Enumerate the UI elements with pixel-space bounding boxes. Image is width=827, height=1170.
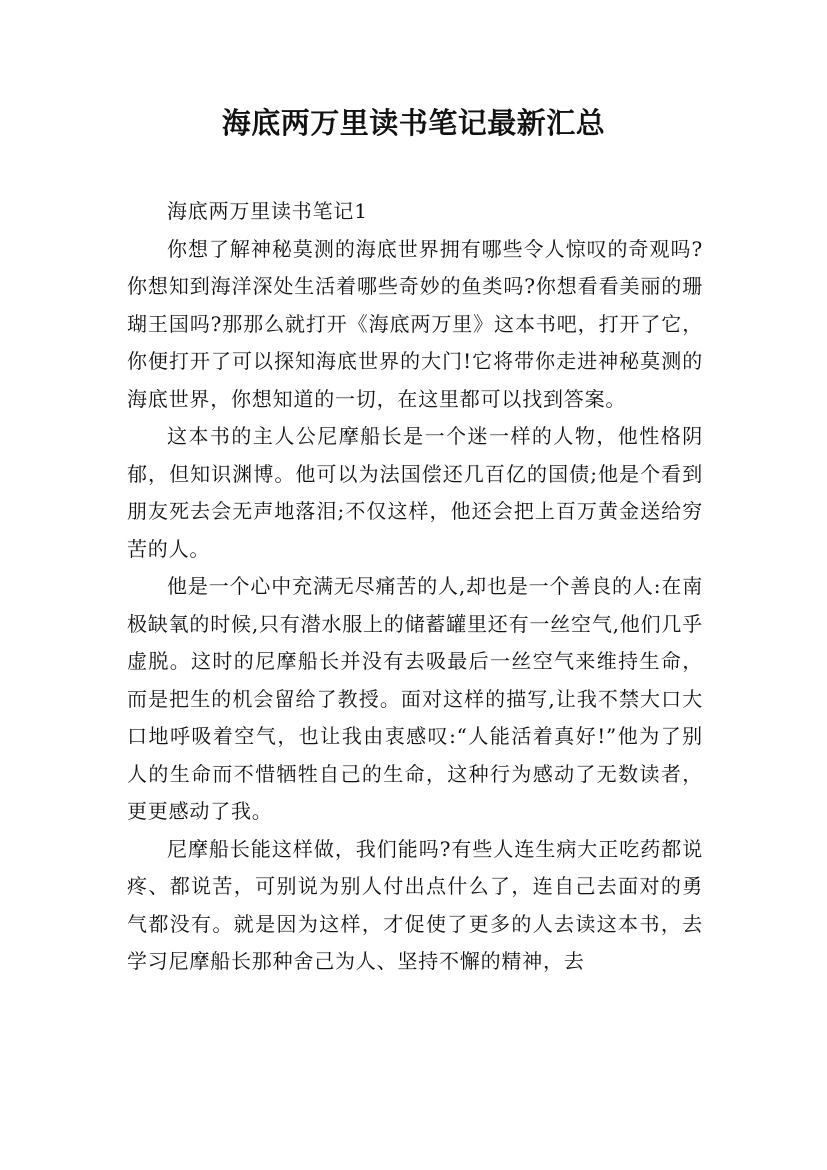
paragraph-4: 尼摩船长能这样做，我们能吗?有些人连生病大正吃药都说疼、都说苦，可别说为别人付出点什么了，连自己去面对的勇气都没有。就是因为这样，才促使了更多的人去读这本书，去学习尼摩船长那种舍己为人、坚持不懈的精神，去 xyxy=(127,836,703,973)
paragraph-3: 他是一个心中充满无尽痛苦的人,却也是一个善良的人:在南极缺氧的时候,只有潜水服上的储蓄罐里还有一丝空气,他们几乎虚脱。这时的尼摩船长并没有去吸最后一丝空气来维持生命，而是把生的机会留给了教授。面对这样的描写,让我不禁大口大口地呼吸着空气，也让我由衷感叹:“人能活着真好!”他为了别人的生命而不惜牺牲自己的生命，这种行为感动了无数读者，更更感动了我。 xyxy=(127,574,703,823)
paragraph-2: 这本书的主人公尼摩船长是一个迷一样的人物，他性格阴郁，但知识渊博。他可以为法国偿还几百亿的国债;他是个看到朋友死去会无声地落泪;不仅这样，他还会把上百万黄金送给穷苦的人。 xyxy=(127,424,703,561)
document-body xyxy=(127,193,703,981)
document-title: 海底两万里读书笔记最新汇总 xyxy=(221,106,606,140)
paragraph-1: 你想了解神秘莫测的海底世界拥有哪些令人惊叹的奇观吗?你想知到海洋深处生活着哪些奇妙的鱼类吗?你想看看美丽的珊瑚王国吗?那那么就打开《海底两万里》这本书吧，打开了它，你便打开了可以探知海底世界的大门!它将带你走进神秘莫测的海底世界，你想知道的一切，在这里都可以找到答案。 xyxy=(127,236,703,411)
section-heading: 海底两万里读书笔记1 xyxy=(167,199,368,223)
